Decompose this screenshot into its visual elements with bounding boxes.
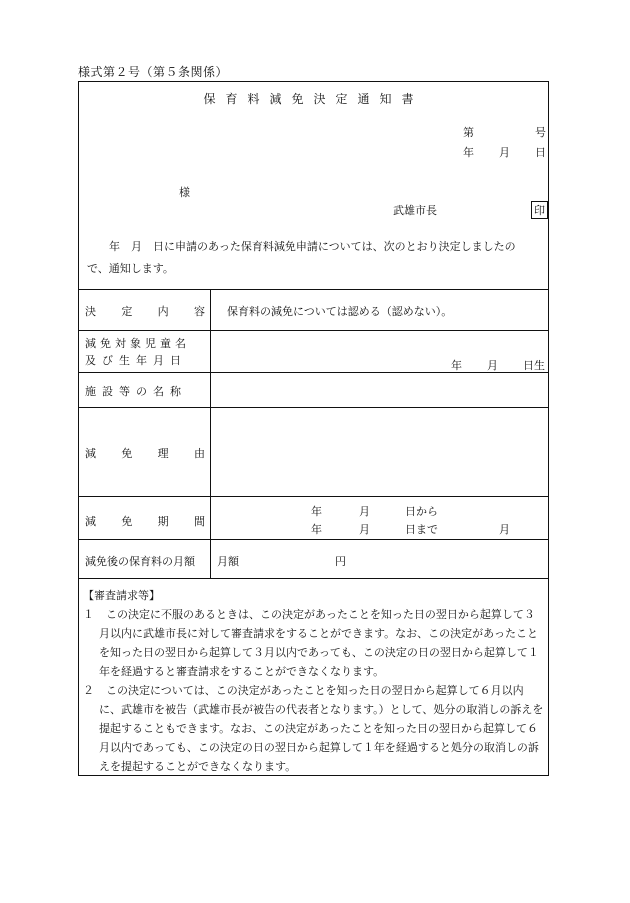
period-to-year: 年 xyxy=(311,523,322,536)
doc-number-suffix: 号 xyxy=(535,126,546,139)
child-label-line-2: 及び生年月日 xyxy=(85,354,187,367)
period-from-day: 日から xyxy=(405,505,438,518)
appeal-notes xyxy=(83,586,545,776)
row-divider xyxy=(79,372,548,373)
period-from-year: 年 xyxy=(311,505,322,518)
issue-date-day: 日 xyxy=(535,146,546,159)
row-divider xyxy=(79,330,548,331)
label-char: 決 xyxy=(85,305,96,318)
label-char: 免 xyxy=(121,515,133,528)
period-from-month: 月 xyxy=(359,505,370,518)
birth-month: 月 xyxy=(487,359,498,372)
document-title: 保育料減免決定通知書 xyxy=(203,92,424,106)
decision-label xyxy=(85,303,205,319)
intro-line-1: 年 月 日に申請のあった保育料減免申請については、次のとおり決定しましたの xyxy=(109,240,516,253)
label-char: 定 xyxy=(121,305,133,318)
birth-day: 日生 xyxy=(523,359,545,372)
doc-number-prefix: 第 xyxy=(463,126,474,139)
seal-mark: 印 xyxy=(531,201,548,219)
row-divider xyxy=(79,539,548,540)
label-char: 免 xyxy=(121,447,133,460)
label-char: 容 xyxy=(193,305,205,318)
label-char: 間 xyxy=(193,515,205,528)
note-number: ２ xyxy=(83,684,94,697)
label-char: 期 xyxy=(157,515,169,528)
intro-text xyxy=(87,236,547,280)
label-char: 理 xyxy=(157,447,169,460)
form-number-label: 様式第２号（第５条関係） xyxy=(78,65,229,79)
facility-label: 施設等の名称 xyxy=(85,385,187,398)
child-label-line-1: 減免対象児童名 xyxy=(85,337,190,350)
label-char: 内 xyxy=(157,305,169,318)
period-label xyxy=(85,513,205,529)
label-char: 由 xyxy=(193,447,205,460)
decision-value: 保育料の減免については認める（認めない）。 xyxy=(227,305,453,318)
note-text: この決定については、この決定があったことを知った日の翌日から起算して６月以内に、武雄市を被告（武雄市長が被告の代表者となります。）として、処分の取消しの訴えを提起することもできます。なお、この決定があったことを知った日の翌日から起算して６月以内であっても、この決定の日の翌日から起算して１年を経過すると処分の取消しの訴えを提起することができなくなります。 xyxy=(99,684,544,773)
label-char: 減 xyxy=(85,515,96,528)
column-divider xyxy=(210,289,211,578)
note-item-2 xyxy=(83,681,545,776)
table-bottom-line xyxy=(79,578,548,579)
fee-monthly-label: 月額 xyxy=(217,555,239,568)
issue-date-year: 年 xyxy=(463,146,474,159)
birth-year: 年 xyxy=(451,359,462,372)
notice-form xyxy=(78,81,549,776)
period-months: 月 xyxy=(499,523,510,536)
issuer-name: 武雄市長 xyxy=(393,204,437,217)
addressee-suffix: 様 xyxy=(179,186,190,199)
issue-date-month: 月 xyxy=(499,146,510,159)
fee-yen-label: 円 xyxy=(335,555,346,568)
period-to-day: 日まで xyxy=(405,523,438,536)
label-char: 減 xyxy=(85,447,96,460)
fee-label: 減免後の保育料の月額 xyxy=(85,555,195,568)
intro-line-2: で、通知します。 xyxy=(87,262,174,275)
notes-heading: 【審査請求等】 xyxy=(83,589,160,602)
table-top-line xyxy=(79,289,548,290)
note-item-1 xyxy=(83,605,545,681)
reason-label xyxy=(85,445,205,461)
note-text: この決定に不服のあるときは、この決定があったことを知った日の翌日から起算して３月以内に武雄市長に対して審査請求をすることができます。なお、この決定があったことを知った日の翌日から起算して３月以内であっても、この決定の日の翌日から起算して１年を経過すると審査請求をすることができなくなります。 xyxy=(99,608,539,678)
period-to-month: 月 xyxy=(359,523,370,536)
note-number: １ xyxy=(83,608,94,621)
row-divider xyxy=(79,496,548,497)
row-divider xyxy=(79,407,548,408)
